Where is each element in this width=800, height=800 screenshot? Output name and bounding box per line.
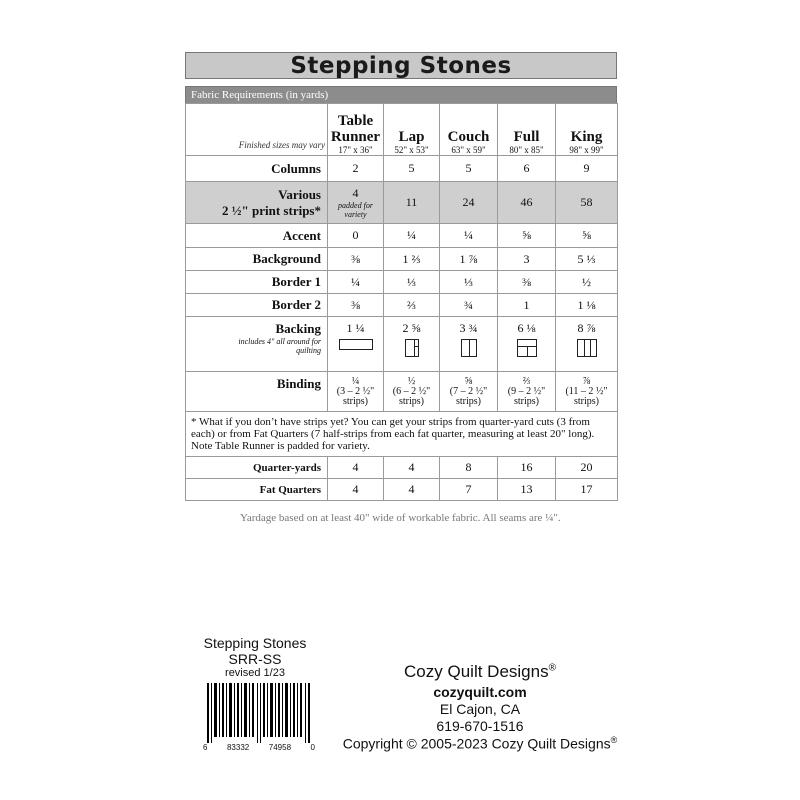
columns-row: Columns 2 5 5 6 9 — [186, 156, 618, 182]
binding-row: Binding ¼ (3 – 2 ½" strips) ½ (6 – 2 ½" strips) ⅝ (7 – 2 ½" strips) ⅔ (9 – 2 ½" strips) ⅞ (11 – 2 ½" strips) — [186, 372, 618, 412]
yardage-note: Yardage based on at least 40" wide of workable fabric. All seams are ¼". — [240, 512, 561, 524]
strips-footnote: * What if you don’t have strips yet? You can get your strips from quarter-yard cuts (3 from each) or from Fat Quarters (7 half-strips from each fat quarter, measuring at least 20" long). Note Table Runner is padded for variety. — [186, 412, 618, 457]
table-caption: Fabric Requirements (in yards) — [185, 86, 617, 103]
pattern-code: SRR-SS — [228, 651, 282, 667]
size-header-king: King 98" x 99" — [556, 104, 618, 156]
backing-two-panel-icon — [405, 339, 419, 357]
company-city: El Cajon, CA — [439, 701, 521, 717]
fabric-requirements-table — [185, 86, 617, 501]
size-header-lap: Lap 52" x 53" — [384, 104, 440, 156]
copyright-notice: Copyright © 2005-2023 Cozy Quilt Designs® — [342, 735, 618, 752]
size-header-row — [186, 104, 618, 156]
backing-three-panel-icon — [577, 339, 597, 357]
footnote-row — [186, 412, 618, 457]
pattern-name: Stepping Stones — [203, 635, 307, 651]
print-strips-row: Various 2 ½" print strips* 4 padded for variety 11 24 46 58 — [186, 182, 618, 224]
title-banner — [185, 52, 617, 79]
accent-row: Accent 0 ¼ ¼ ⅝ ⅝ — [186, 224, 618, 248]
backing-one-panel-icon — [339, 339, 373, 350]
border1-row: Border 1 ¼ ⅓ ⅓ ⅜ ½ — [186, 271, 618, 294]
backing-split-panel-icon — [461, 339, 477, 357]
company-info — [315, 662, 645, 752]
size-header-full: Full 80" x 85" — [498, 104, 556, 156]
backing-full-panel-icon — [517, 339, 537, 357]
size-header-couch: Couch 63" x 59" — [440, 104, 498, 156]
barcode — [203, 683, 315, 743]
revision-date: revised 1/23 — [225, 667, 285, 679]
barcode-digits: 6 83332 74958 0 — [203, 743, 315, 752]
quarter-yards-row: Quarter-yards 4 4 8 16 20 — [186, 457, 618, 479]
background-row: Background ⅜ 1 ⅔ 1 ⅞ 3 5 ⅓ — [186, 248, 618, 271]
backing-row: Backing includes 4" all around for quilting 1 ¼ 2 ⅝ 3 ¾ 6 ⅛ 8 ⅞ — [186, 317, 618, 372]
finished-sizes-note: Finished sizes may vary — [238, 140, 325, 150]
company-phone: 619-670-1516 — [436, 718, 524, 734]
backing-note: includes 4" all around for quilting — [238, 337, 321, 355]
fat-quarters-row: Fat Quarters 4 4 7 13 17 — [186, 479, 618, 501]
company-website: cozyquilt.com — [433, 684, 527, 700]
border2-row: Border 2 ⅜ ⅔ ¾ 1 1 ⅛ — [186, 294, 618, 317]
padded-note: padded for variety — [338, 201, 373, 219]
size-header-table-runner: Table Runner 17" x 36" — [328, 104, 384, 156]
page-title: Stepping Stones — [290, 52, 512, 79]
company-name: Cozy Quilt Designs® — [404, 662, 556, 681]
pattern-info — [190, 635, 320, 679]
